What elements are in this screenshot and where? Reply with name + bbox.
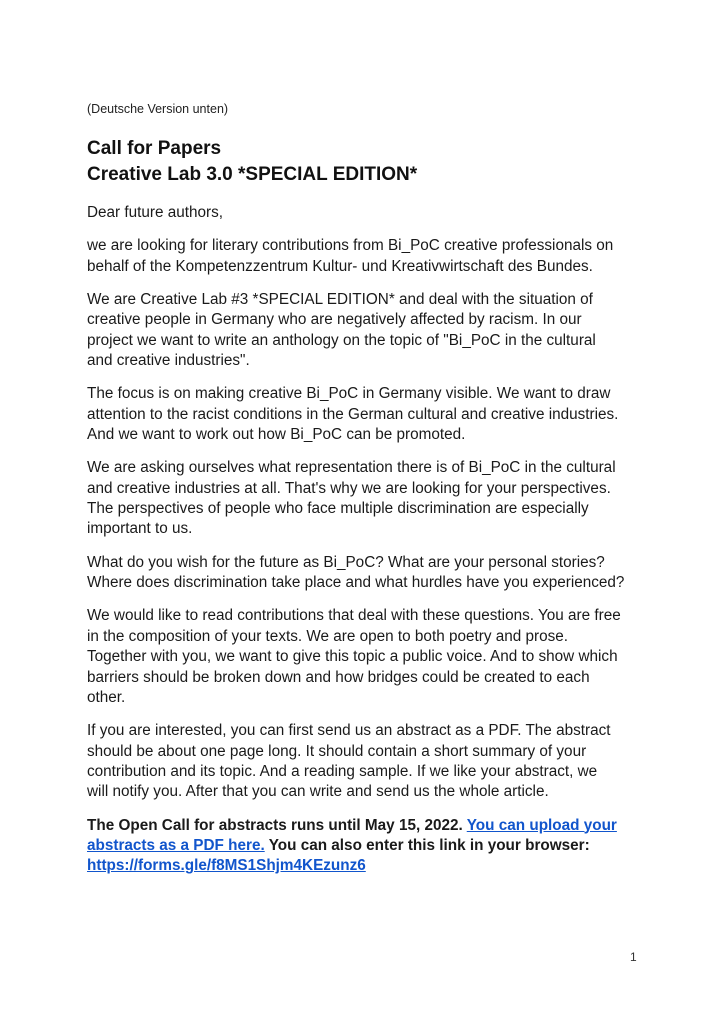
form-url-link[interactable]: https://forms.gle/f8MS1Shjm4KEzunz6 [87, 857, 366, 875]
paragraph-line: in the composition of your texts. We are open to both poetry and prose. [87, 627, 569, 645]
browser-text: You can also enter this link in your browser: [268, 836, 590, 854]
paragraph-line: and creative industries at all. That's why we are looking for your perspectives. [87, 479, 611, 497]
paragraph-line: We are Creative Lab #3 *SPECIAL EDITION* and deal with the situation of [87, 290, 593, 308]
paragraph-5 [87, 553, 647, 594]
paragraph-line: important to us. [87, 520, 193, 538]
paragraph-line: We would like to read contributions that deal with these questions. You are free [87, 607, 621, 625]
greeting-text: Dear future authors, [87, 204, 224, 221]
title-line-2: Creative Lab 3.0 *SPECIAL EDITION* [87, 164, 418, 185]
paragraph-line: barriers should be broken down and how bridges could be created to each [87, 668, 590, 686]
closing-line-1 [87, 816, 647, 836]
paragraph-line: And we want to work out how Bi_PoC can be promoted. [87, 426, 466, 444]
paragraph-line: The focus is on making creative Bi_PoC in Germany visible. We want to draw [87, 385, 611, 403]
paragraph-line: and creative industries". [87, 352, 250, 370]
paragraph-line: should be about one page long. It should contain a short summary of your [87, 742, 587, 760]
paragraph-4 [87, 458, 647, 540]
paragraph-line: we are looking for literary contributions from Bi_PoC creative professionals on [87, 237, 614, 255]
paragraph-line: We are asking ourselves what representation there is of Bi_PoC in the cultural [87, 459, 616, 477]
paragraph-2 [87, 290, 647, 372]
page-title [87, 136, 647, 188]
page-number: 1 [630, 950, 637, 964]
paragraph-line: The perspectives of people who face multiple discrimination are especially [87, 500, 589, 518]
document-body [87, 203, 647, 890]
paragraph-line: contribution and its topic. And a reading sample. If we like your abstract, we [87, 762, 598, 780]
closing-line-2 [87, 836, 647, 856]
title-line-1: Call for Papers [87, 138, 222, 159]
paragraph-line: other. [87, 688, 126, 706]
closing-paragraph [87, 816, 647, 877]
paragraph-line: Where does discrimination take place and what hurdles have you experienced? [87, 574, 625, 592]
upload-link[interactable]: You can upload your [466, 816, 617, 834]
paragraph-line: If you are interested, you can first send us an abstract as a PDF. The abstract [87, 722, 611, 740]
paragraph-7 [87, 721, 647, 803]
paragraph-1 [87, 236, 647, 277]
version-note: (Deutsche Version unten) [87, 102, 229, 116]
greeting [87, 203, 647, 223]
paragraph-6 [87, 606, 647, 708]
paragraph-line: creative people in Germany who are negatively affected by racism. In our [87, 311, 582, 329]
paragraph-3 [87, 384, 647, 445]
paragraph-line: project we want to write an anthology on the topic of "Bi_PoC in the cultural [87, 331, 596, 349]
paragraph-line: will notify you. After that you can write and send us the whole article. [87, 783, 549, 801]
paragraph-line: Together with you, we want to give this topic a public voice. And to show which [87, 648, 618, 666]
paragraph-line: What do you wish for the future as Bi_PoC? What are your personal stories? [87, 553, 605, 571]
paragraph-line: behalf of the Kompetenzzentrum Kultur- und Kreativwirtschaft des Bundes. [87, 257, 593, 275]
closing-line-3 [87, 856, 647, 876]
deadline-text: The Open Call for abstracts runs until May 15, 2022. [87, 816, 463, 834]
upload-link-continued[interactable]: abstracts as a PDF here. [87, 836, 265, 854]
paragraph-line: attention to the racist conditions in the German cultural and creative industries. [87, 405, 619, 423]
